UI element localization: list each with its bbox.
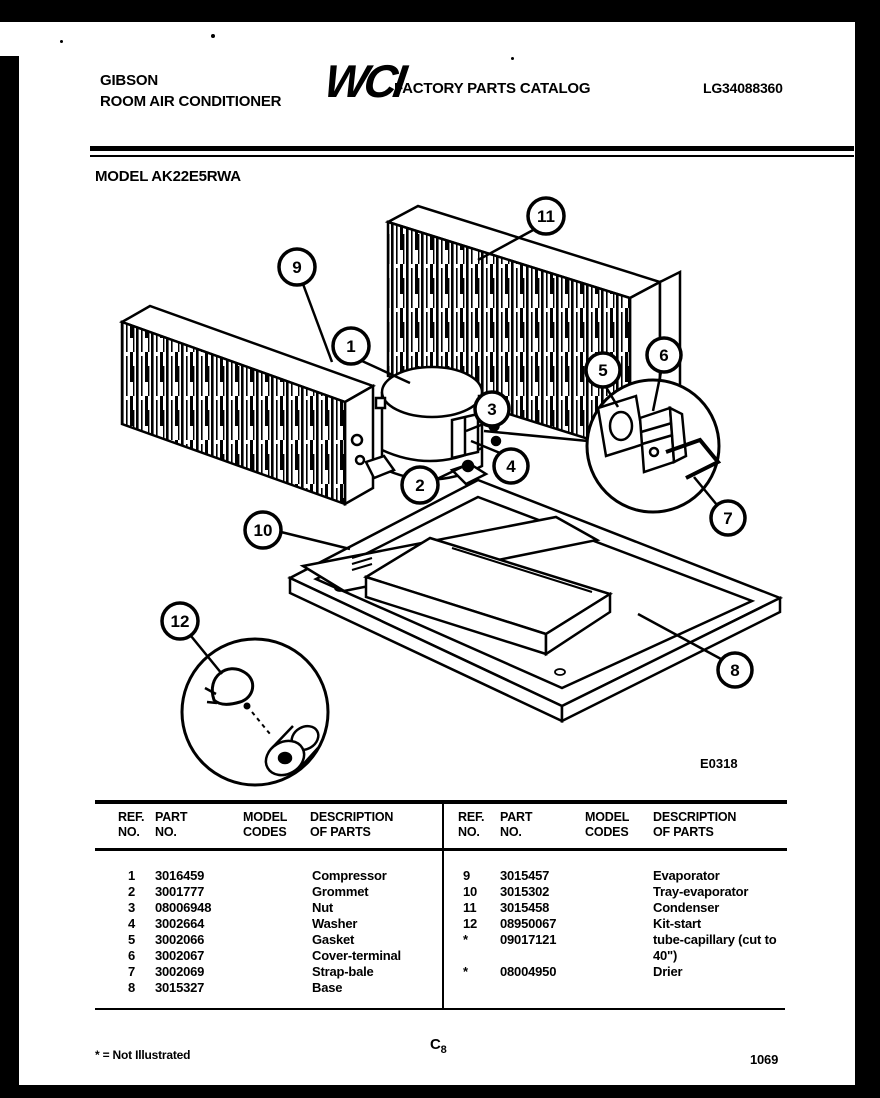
parts-table-right (455, 868, 788, 980)
ref-no: 6 (128, 948, 136, 963)
callout-8 (718, 653, 752, 687)
model-codes (585, 900, 653, 916)
ref-no: 8 (128, 980, 136, 995)
svg-text:7: 7 (723, 509, 733, 528)
callout-4 (494, 449, 528, 483)
svg-text:3: 3 (487, 400, 497, 419)
ref-no: 2 (128, 884, 136, 899)
ref-no: 5 (128, 932, 136, 947)
publication-code: LG34088360 (703, 80, 783, 96)
part-no: 3002069 (155, 964, 205, 979)
svg-text:12: 12 (170, 612, 190, 631)
model-codes (245, 900, 312, 916)
model-codes (585, 916, 653, 932)
part-desc: Kit-start (653, 916, 702, 931)
table-top-rule (95, 800, 787, 804)
part-desc: Gasket (312, 932, 355, 947)
part-desc: Grommet (312, 884, 369, 899)
part-no: 3001777 (155, 884, 205, 899)
model-codes (585, 884, 653, 900)
part-no: 09017121 (500, 932, 557, 947)
terminal-detail-circle (587, 380, 719, 512)
part-no: 3002067 (155, 948, 205, 963)
part-desc: Strap-bale (312, 964, 374, 979)
scan-border-left (0, 56, 19, 1098)
callout-3 (475, 392, 509, 426)
col-header-model-left: MODEL CODES (243, 810, 288, 839)
exploded-parts-diagram (80, 190, 790, 790)
catalog-title: FACTORY PARTS CATALOG (394, 80, 591, 97)
part-no: 08004950 (500, 964, 557, 979)
model-codes (245, 868, 312, 884)
part-no: 3015458 (500, 900, 550, 915)
col-header-ref-left: REF. NO. (118, 810, 145, 839)
table-column-divider (442, 800, 444, 1010)
ref-no: 3 (128, 900, 136, 915)
model-codes (245, 884, 312, 900)
model-codes (585, 932, 653, 964)
col-header-part-right: PART NO. (500, 810, 533, 839)
scan-border-right (855, 0, 880, 1098)
callout-11 (528, 198, 564, 234)
svg-text:8: 8 (730, 661, 740, 680)
part-no: 3015327 (155, 980, 205, 995)
col-header-desc-right: DESCRIPTION OF PARTS (653, 810, 737, 839)
part-desc: tube-capillary (cut to 40") (653, 932, 777, 963)
col-header-part-left: PART NO. (155, 810, 188, 839)
svg-text:2: 2 (415, 476, 425, 495)
ref-no: * (463, 932, 468, 947)
model-codes (245, 964, 312, 980)
part-desc: Evaporator (653, 868, 720, 883)
svg-text:5: 5 (598, 361, 608, 380)
part-desc: Condenser (653, 900, 720, 915)
ref-no: 4 (128, 916, 136, 931)
callout-5 (586, 353, 620, 387)
part-no: 3015457 (500, 868, 550, 883)
parts-table-left (118, 868, 440, 996)
scan-speck (60, 40, 63, 43)
model-codes (585, 964, 653, 980)
model-codes (245, 948, 312, 964)
callout-2 (402, 467, 438, 503)
start-kit-detail-circle (182, 639, 328, 785)
ref-no: 10 (463, 884, 478, 899)
table-header-rule (95, 848, 787, 851)
ref-no: 1 (128, 868, 136, 883)
callout-6 (647, 338, 681, 372)
svg-text:11: 11 (537, 207, 555, 226)
part-desc: Nut (312, 900, 334, 915)
part-desc: Drier (653, 964, 683, 979)
scan-speck (211, 34, 215, 38)
brand-product-line: ROOM AIR CONDITIONER (100, 93, 282, 110)
col-header-desc-left: DESCRIPTION OF PARTS (310, 810, 394, 839)
callout-7 (711, 501, 745, 535)
ref-no: 7 (128, 964, 136, 979)
model-codes (245, 916, 312, 932)
ref-no: 11 (463, 900, 477, 915)
part-desc: Tray-evaporator (653, 884, 749, 899)
svg-text:4: 4 (506, 457, 516, 476)
svg-text:1: 1 (346, 337, 356, 356)
part-no: 08006948 (155, 900, 212, 915)
header-rule (90, 146, 854, 157)
part-desc: Cover-terminal (312, 948, 401, 963)
model-codes (585, 868, 653, 884)
model-number: MODEL AK22E5RWA (95, 168, 241, 185)
part-desc: Base (312, 980, 343, 995)
model-codes (245, 932, 312, 948)
ref-no: 12 (463, 916, 478, 931)
model-codes (245, 980, 312, 996)
wci-logo: WCI (321, 55, 407, 107)
part-no: 3002066 (155, 932, 205, 947)
brand-block (100, 70, 281, 112)
figure-code: E0318 (700, 756, 738, 771)
col-header-ref-right: REF. NO. (458, 810, 485, 839)
callout-10 (245, 512, 281, 548)
ref-no: * (463, 964, 468, 979)
gasket (598, 396, 644, 456)
section-code: $C_8$ (430, 1036, 447, 1056)
svg-text:6: 6 (659, 346, 669, 365)
callout-12 (162, 603, 198, 639)
table-bottom-rule (95, 1008, 785, 1010)
scan-speck (511, 57, 514, 60)
page-code: 1069 (750, 1052, 779, 1067)
part-no: 3002664 (155, 916, 205, 931)
callout-1 (333, 328, 369, 364)
scan-border-bottom (0, 1085, 880, 1098)
brand-name: GIBSON (100, 72, 158, 89)
part-no: 3016459 (155, 868, 205, 883)
ref-no: 9 (463, 868, 471, 883)
part-no: 08950067 (500, 916, 557, 931)
part-desc: Washer (312, 916, 358, 931)
col-header-model-right: MODEL CODES (585, 810, 630, 839)
svg-text:9: 9 (292, 258, 302, 277)
svg-text:10: 10 (253, 521, 273, 540)
not-illustrated-note: * = Not Illustrated (95, 1048, 191, 1062)
part-no: 3015302 (500, 884, 550, 899)
callout-9 (279, 249, 315, 285)
scan-border-top (0, 0, 880, 22)
part-desc: Compressor (312, 868, 387, 883)
